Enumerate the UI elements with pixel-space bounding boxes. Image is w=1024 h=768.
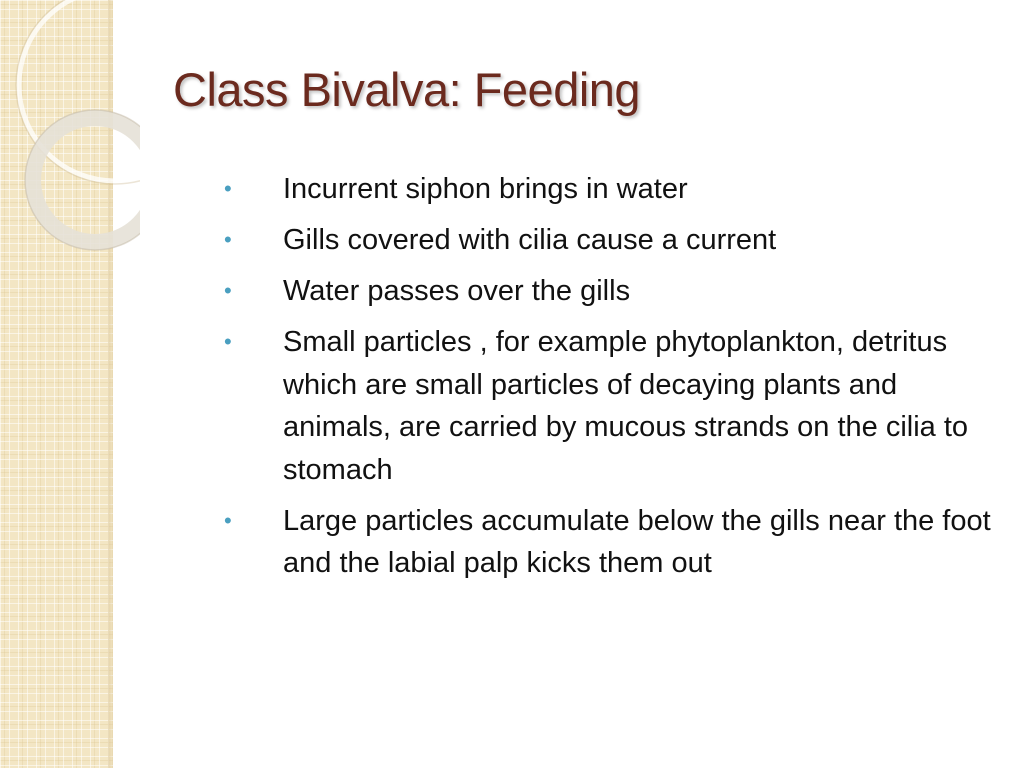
bullet-icon: •: [224, 227, 232, 252]
bullet-text: Large particles accumulate below the gills near the foot and the labial palp kicks them out: [283, 504, 991, 579]
bullet-list: [222, 168, 1002, 593]
bullet-text: Small particles , for example phytoplankton, detritus which are small particles of decaying plants and animals, are carried by mucous strands on the cilia to stomach: [283, 326, 969, 486]
bullet-text: Incurrent siphon brings in water: [283, 173, 688, 205]
bullet-text: Water passes over the gills: [283, 275, 631, 307]
bullet-icon: •: [224, 176, 232, 201]
bullet-text: Gills covered with cilia cause a current: [283, 224, 777, 256]
bullet-icon: •: [224, 278, 232, 303]
list-item: [222, 219, 1002, 262]
list-item: [222, 500, 1002, 585]
bullet-icon: •: [224, 507, 232, 533]
list-item: [222, 270, 1002, 313]
list-item: [222, 168, 1002, 211]
slide-title: Class Bivalva: Feeding: [173, 63, 641, 116]
decorative-rings: [0, 0, 140, 260]
bullet-icon: •: [224, 329, 232, 354]
list-item: [222, 321, 1002, 491]
